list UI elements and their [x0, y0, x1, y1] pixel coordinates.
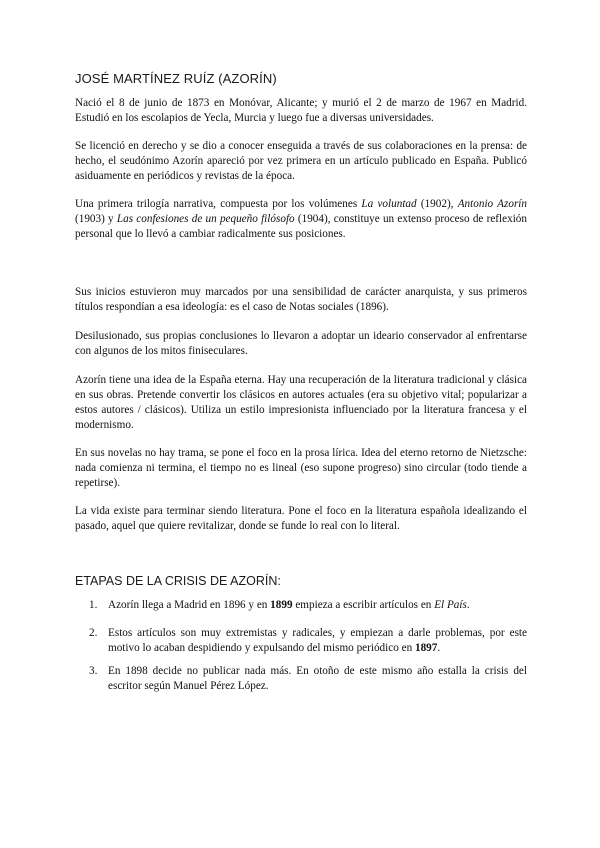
- title-las-confesiones: Las confesiones de un pequeño filósofo: [116, 213, 295, 225]
- paragraph-disillusion: Desilusionado, sus propias conclusiones lo llevaron a adoptar un ideario conservador al enfrentarse con algunos de los mitos finiseculares.: [75, 330, 527, 357]
- paragraph-beginnings: Sus inicios estuvieron muy marcados por una sensibilidad de carácter anarquista, y sus primeros títulos respondían a esa ideología: es el caso de Notas sociales (1896).: [75, 286, 527, 313]
- trilogy-text-1: Una primera trilogía narrativa, compuesta por los volúmenes: [75, 198, 362, 210]
- document-title: JOSÉ MARTÍNEZ RUÍZ (AZORÍN): [75, 71, 277, 86]
- paragraph-novels: En sus novelas no hay trama, se pone el foco en la prosa lírica. Idea del eterno retorno de Nietzsche: nada comienza ni termina, el tiempo no es lineal (eso supone progreso) sino circular (todo tiende a repetirse).: [75, 447, 527, 489]
- year-1897: 1897: [414, 642, 438, 654]
- paragraph-birth: Nació el 8 de junio de 1873 en Monóvar, Alicante; y murió el 2 de marzo de 1967 en Madrid. Estudió en los escolapios de Yecla, Murcia y luego fue a diversas universidades.: [75, 97, 527, 124]
- list-item-1-text-e: .: [466, 599, 470, 611]
- newspaper-el-pais: El País: [434, 599, 467, 611]
- trilogy-text-2: (1902),: [416, 198, 458, 210]
- year-1899: 1899: [270, 599, 293, 611]
- trilogy-text-3: (1903) y: [75, 213, 117, 225]
- list-item-2-text-c: .: [437, 642, 441, 654]
- paragraph-life-literature: La vida existe para terminar siendo literatura. Pone el foco en la literatura española idealizando el pasado, aquel que quiere revitalizar, donde se funde lo real con lo literal.: [75, 505, 527, 532]
- title-antonio-azorin: Antonio Azorín: [457, 198, 528, 210]
- list-item-1-text-a: Azorín llega a Madrid en 1896 y en: [108, 599, 271, 611]
- paragraph-trilogy: [75, 197, 527, 242]
- list-item-text: [108, 598, 527, 613]
- paragraph-career: Se licenció en derecho y se dio a conocer enseguida a través de sus colaboraciones en la prensa: de hecho, el seudónimo Azorín apareció por vez primera en un artículo publicado en España. Publicó asiduamente en periódicos y revistas de la época.: [75, 140, 527, 182]
- list-item-number: 3.: [89, 665, 98, 677]
- trilogy-text-4: (1904), constituye un extenso proceso de reflexión personal que lo llevó a cambiar radicalmente sus posiciones.: [75, 213, 527, 240]
- list-item-2-text-a: Estos artículos son muy extremistas y radicales, y empiezan a darle problemas, por este motivo lo acaban despidiendo y expulsando del mismo periódico en: [108, 627, 527, 654]
- paragraph-spain-idea: Azorín tiene una idea de la España eterna. Hay una recuperación de la literatura tradicional y clásica en sus obras. Pretende convertir los clásicos en autores actuales (era su objetivo vital; popularizar a estos autores / clásicos). Utiliza un estilo impresionista influenciado por la literatura francesa y el modernismo.: [75, 374, 527, 431]
- section-title: ETAPAS DE LA CRISIS DE AZORÍN:: [75, 574, 281, 588]
- list-item-1-text-c: empieza a escribir artículos en: [292, 599, 435, 611]
- list-item-number: 1.: [89, 599, 98, 611]
- title-la-voluntad: La voluntad: [361, 198, 417, 210]
- list-item-text: [108, 626, 527, 656]
- list-item-number: 2.: [89, 627, 98, 639]
- list-item-text: En 1898 decide no publicar nada más. En otoño de este mismo año estalla la crisis del escritor según Manuel Pérez López.: [108, 665, 527, 692]
